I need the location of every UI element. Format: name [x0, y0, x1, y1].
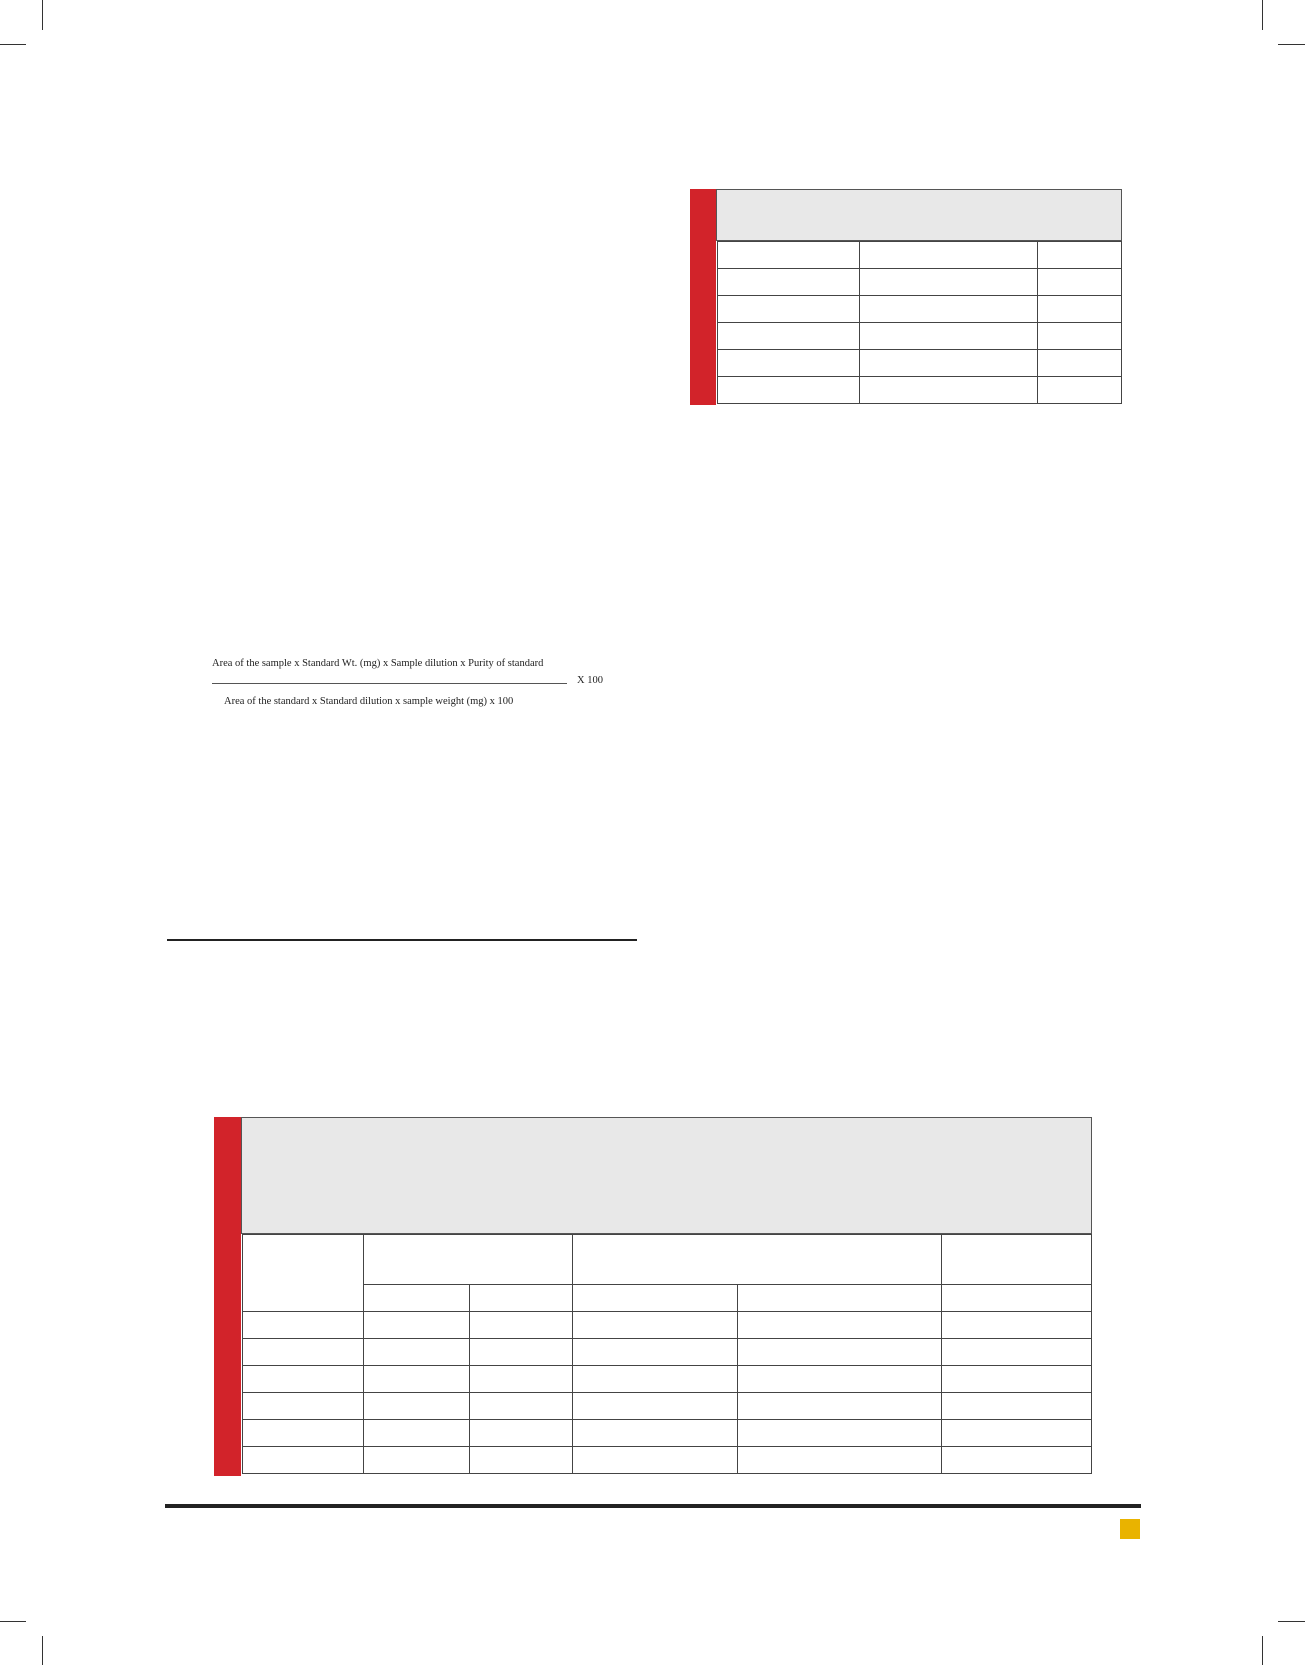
table-cell	[470, 1420, 573, 1447]
table-grid	[242, 1234, 1092, 1474]
table-cell	[573, 1339, 738, 1366]
table-cell	[364, 1285, 470, 1312]
table-cell	[738, 1420, 942, 1447]
table-cell	[738, 1312, 942, 1339]
table-cell	[470, 1366, 573, 1393]
table-cell	[573, 1420, 738, 1447]
table-cell	[243, 1393, 364, 1420]
table-cell	[860, 296, 1038, 323]
table-subheader-row	[243, 1285, 1092, 1312]
table-cell	[718, 323, 860, 350]
footer-rule	[165, 1504, 1141, 1508]
table-cell	[573, 1393, 738, 1420]
table-cell	[1038, 296, 1122, 323]
table-cell	[573, 1366, 738, 1393]
table-accent-bar	[214, 1117, 241, 1476]
crop-mark-top-right-vertical	[1262, 0, 1263, 30]
table-cell	[470, 1312, 573, 1339]
section-divider	[167, 939, 637, 941]
table-cell	[364, 1339, 470, 1366]
table-header-band	[241, 1117, 1092, 1234]
table-cell	[718, 296, 860, 323]
table-header-band	[716, 189, 1122, 241]
table-cell	[1038, 323, 1122, 350]
table-cell	[470, 1339, 573, 1366]
table-cell	[243, 1312, 364, 1339]
formula-fraction-line	[212, 683, 567, 684]
table-cell	[364, 1366, 470, 1393]
crop-mark-bottom-right-horizontal	[1278, 1621, 1305, 1622]
table-cell	[942, 1339, 1092, 1366]
table-cell	[718, 242, 860, 269]
formula-denominator: Area of the standard x Standard dilution x sample weight (mg) x 100	[224, 696, 514, 707]
table-cell	[573, 1312, 738, 1339]
table-cell	[942, 1366, 1092, 1393]
table-cell	[364, 1447, 470, 1474]
table-cell	[1038, 242, 1122, 269]
crop-mark-top-right-horizontal	[1278, 44, 1305, 45]
table-cell	[573, 1285, 738, 1312]
table-cell	[718, 269, 860, 296]
table-top-right	[690, 189, 1122, 405]
formula-numerator: Area of the sample x Standard Wt. (mg) x Sample dilution x Purity of standard	[212, 658, 544, 669]
table-cell	[942, 1312, 1092, 1339]
table-cell	[573, 1235, 942, 1285]
table-cell	[470, 1285, 573, 1312]
table-row	[718, 242, 1122, 269]
table-row	[243, 1420, 1092, 1447]
table-cell	[1038, 350, 1122, 377]
table-cell	[738, 1393, 942, 1420]
table-cell	[364, 1420, 470, 1447]
table-cell	[860, 350, 1038, 377]
crop-mark-bottom-left-horizontal	[0, 1621, 26, 1622]
table-accent-bar	[690, 189, 716, 405]
table-cell	[364, 1312, 470, 1339]
table-cell	[243, 1447, 364, 1474]
table-row	[243, 1393, 1092, 1420]
table-cell	[942, 1235, 1092, 1285]
table-header-row	[243, 1235, 1092, 1285]
table-row	[243, 1339, 1092, 1366]
table-row	[718, 323, 1122, 350]
crop-mark-top-left-horizontal	[0, 44, 26, 45]
table-cell	[364, 1393, 470, 1420]
table-cell	[718, 377, 860, 404]
table-row	[718, 269, 1122, 296]
crop-mark-bottom-right-vertical	[1262, 1636, 1263, 1665]
table-cell	[364, 1235, 573, 1285]
table-cell	[470, 1447, 573, 1474]
table-row	[718, 296, 1122, 323]
table-cell	[860, 323, 1038, 350]
table-row	[243, 1366, 1092, 1393]
table-cell	[243, 1235, 364, 1312]
table-cell	[243, 1420, 364, 1447]
table-cell	[243, 1339, 364, 1366]
table-cell	[718, 350, 860, 377]
table-row	[243, 1312, 1092, 1339]
table-cell	[738, 1339, 942, 1366]
table-cell	[573, 1447, 738, 1474]
table-row	[718, 377, 1122, 404]
table-cell	[243, 1366, 364, 1393]
table-cell	[470, 1393, 573, 1420]
table-cell	[942, 1285, 1092, 1312]
table-bottom	[214, 1117, 1092, 1476]
table-grid	[717, 241, 1122, 404]
table-row	[243, 1447, 1092, 1474]
table-cell	[942, 1447, 1092, 1474]
table-cell	[860, 269, 1038, 296]
table-cell	[860, 377, 1038, 404]
table-cell	[942, 1393, 1092, 1420]
table-cell	[942, 1420, 1092, 1447]
table-cell	[738, 1366, 942, 1393]
table-cell	[738, 1447, 942, 1474]
crop-mark-top-left-vertical	[42, 0, 43, 30]
formula-multiplier: X 100	[577, 675, 603, 686]
table-cell	[738, 1285, 942, 1312]
table-cell	[1038, 377, 1122, 404]
table-cell	[1038, 269, 1122, 296]
table-cell	[860, 242, 1038, 269]
page-marker-square	[1120, 1519, 1140, 1539]
table-row	[718, 350, 1122, 377]
crop-mark-bottom-left-vertical	[42, 1636, 43, 1665]
